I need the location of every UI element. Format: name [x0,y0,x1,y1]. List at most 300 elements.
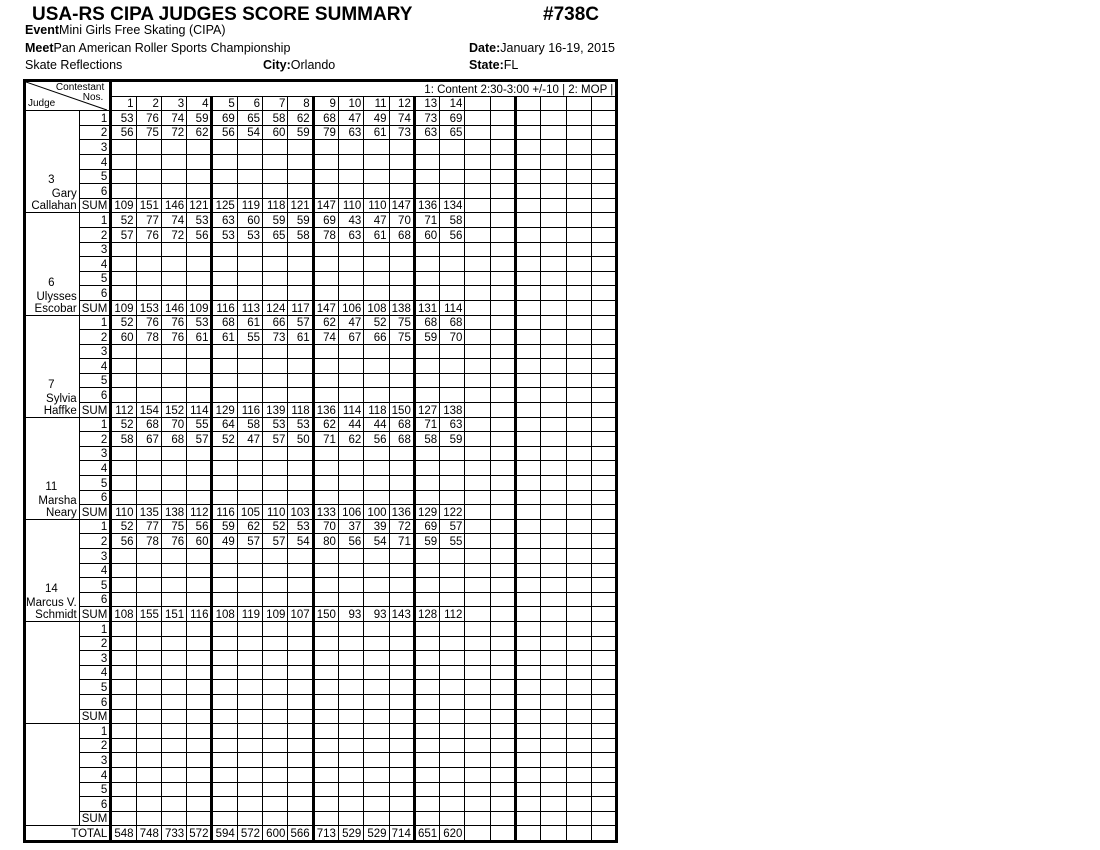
score-cell [389,344,414,359]
score-cell: 124 [263,300,288,315]
score-cell [414,592,439,607]
score-cell [288,388,313,403]
score-cell [465,242,490,257]
score-cell [389,782,414,797]
score-cell [161,738,186,753]
criterion-number: 6 [79,184,111,199]
score-cell: 60 [263,125,288,140]
score-cell [212,140,237,155]
score-cell [591,388,616,403]
score-cell: 57 [263,534,288,549]
score-cell [465,154,490,169]
score-cell [490,417,515,432]
score-cell [591,213,616,228]
score-cell [187,140,212,155]
score-cell [516,227,541,242]
score-cell [187,680,212,695]
score-cell [161,169,186,184]
score-cell [591,461,616,476]
score-cell [111,636,136,651]
total-cell: 548 [111,826,136,842]
criterion-number: 1 [79,213,111,228]
score-cell [212,636,237,651]
score-cell [541,534,566,549]
score-cell: 128 [414,607,439,622]
score-cell [541,315,566,330]
score-cell: 57 [237,534,262,549]
score-cell [566,665,591,680]
score-cell [465,592,490,607]
score-cell [288,286,313,301]
score-cell: 69 [440,111,465,126]
score-cell [389,242,414,257]
judge-cell [25,519,80,621]
score-cell [313,286,338,301]
contestant-number [591,96,616,111]
score-cell [237,782,262,797]
score-cell: 47 [237,432,262,447]
score-row [25,271,617,286]
score-cell [212,446,237,461]
score-cell: 112 [187,505,212,520]
score-cell: 68 [136,417,161,432]
score-cell [541,330,566,345]
score-cell: 79 [313,125,338,140]
score-cell [364,797,389,812]
score-cell [111,797,136,812]
score-cell: 61 [288,330,313,345]
score-cell [414,636,439,651]
score-cell [389,797,414,812]
score-table [23,79,618,843]
score-cell [288,549,313,564]
score-cell [541,111,566,126]
score-cell [566,753,591,768]
score-cell: 117 [288,300,313,315]
score-cell: 73 [414,111,439,126]
score-cell [111,373,136,388]
score-cell [516,651,541,666]
criterion-number: 4 [79,563,111,578]
score-cell [541,636,566,651]
score-row [25,242,617,257]
score-cell [440,169,465,184]
contestant-number: 6 [237,96,262,111]
score-cell: 80 [313,534,338,549]
contestant-number: 11 [364,96,389,111]
score-cell [338,563,363,578]
score-cell [263,490,288,505]
contestant-label: Contestant [55,82,105,93]
total-cell: 572 [187,826,212,842]
score-cell: 52 [212,432,237,447]
score-cell [566,213,591,228]
score-cell [263,709,288,724]
score-cell [490,198,515,213]
score-cell [364,286,389,301]
score-cell [490,607,515,622]
score-cell [161,271,186,286]
score-cell [237,286,262,301]
score-cell: 57 [288,315,313,330]
score-cell [212,767,237,782]
score-cell [313,271,338,286]
score-cell [541,709,566,724]
score-cell: 72 [161,125,186,140]
score-cell [591,125,616,140]
criterion-number: 4 [79,257,111,272]
score-cell [414,446,439,461]
score-cell: 127 [414,403,439,418]
score-cell [364,694,389,709]
score-cell [338,373,363,388]
score-cell [364,636,389,651]
score-cell [212,271,237,286]
total-cell: 529 [364,826,389,842]
score-cell [516,344,541,359]
score-cell [541,286,566,301]
score-cell [465,432,490,447]
score-cell [313,154,338,169]
score-cell [490,694,515,709]
score-cell [364,184,389,199]
score-cell [566,519,591,534]
criterion-number: 1 [79,111,111,126]
score-cell [516,154,541,169]
score-cell [566,592,591,607]
score-cell [465,315,490,330]
score-cell [288,636,313,651]
score-cell [541,578,566,593]
score-cell [490,169,515,184]
score-row [25,432,617,447]
score-cell [591,169,616,184]
score-cell [490,621,515,636]
score-cell [591,432,616,447]
score-cell [541,782,566,797]
score-cell [263,461,288,476]
score-cell [541,549,566,564]
score-cell: 75 [161,519,186,534]
score-cell: 93 [338,607,363,622]
score-cell [364,388,389,403]
score-cell [414,651,439,666]
score-cell: 47 [364,213,389,228]
score-cell [566,125,591,140]
score-cell [490,782,515,797]
score-cell [414,694,439,709]
score-cell [389,359,414,374]
score-cell: 153 [136,300,161,315]
score-cell [237,169,262,184]
score-cell: 56 [111,125,136,140]
score-cell: 66 [263,315,288,330]
score-cell: 44 [364,417,389,432]
score-cell [490,242,515,257]
criterion-number: 2 [79,636,111,651]
score-cell [389,680,414,695]
criterion-number: 3 [79,140,111,155]
score-cell [541,417,566,432]
score-cell [516,271,541,286]
score-cell: 66 [364,330,389,345]
score-cell [465,257,490,272]
score-cell [136,286,161,301]
score-cell [591,753,616,768]
score-cell: 60 [414,227,439,242]
score-cell [516,505,541,520]
score-cell [237,665,262,680]
score-cell [566,344,591,359]
score-cell: 139 [263,403,288,418]
sum-label: SUM [79,505,111,520]
score-cell [414,140,439,155]
score-cell [338,549,363,564]
score-cell [516,665,541,680]
score-row [25,315,617,330]
score-cell [414,257,439,272]
score-cell: 59 [288,213,313,228]
score-cell [364,709,389,724]
criterion-number: 3 [79,446,111,461]
score-cell [212,344,237,359]
total-cell: 600 [263,826,288,842]
score-cell [187,446,212,461]
score-cell: 110 [338,198,363,213]
judge-label: Judge [28,98,56,110]
score-cell [263,373,288,388]
score-cell [490,665,515,680]
score-cell: 129 [414,505,439,520]
score-cell: 64 [212,417,237,432]
score-cell: 75 [389,330,414,345]
score-cell [414,286,439,301]
score-cell [187,549,212,564]
score-cell [465,446,490,461]
score-cell: 57 [440,519,465,534]
score-cell [490,519,515,534]
sum-row [25,403,617,418]
score-cell [111,271,136,286]
score-cell [313,359,338,374]
score-cell [465,330,490,345]
score-cell [187,797,212,812]
score-cell [440,724,465,739]
score-cell [313,344,338,359]
score-cell [313,446,338,461]
score-cell [465,417,490,432]
score-cell [591,621,616,636]
score-cell [490,592,515,607]
score-cell: 58 [237,417,262,432]
score-cell: 74 [389,111,414,126]
contestant-number: 3 [161,96,186,111]
score-cell [440,738,465,753]
score-cell: 59 [212,519,237,534]
total-cell [566,826,591,842]
score-cell [541,724,566,739]
score-cell [161,592,186,607]
score-cell [490,578,515,593]
score-cell [288,476,313,491]
score-cell [566,198,591,213]
score-cell [591,607,616,622]
score-cell [389,811,414,826]
score-cell [111,359,136,374]
score-cell [516,111,541,126]
score-cell [541,257,566,272]
score-cell [187,578,212,593]
score-cell [490,344,515,359]
score-cell [516,213,541,228]
score-cell [263,621,288,636]
score-cell [541,797,566,812]
score-cell [364,242,389,257]
score-cell [263,169,288,184]
judge-number: 14 [44,582,58,595]
score-cell [541,446,566,461]
score-cell [313,738,338,753]
score-cell [136,592,161,607]
score-cell: 75 [389,315,414,330]
score-cell [161,782,186,797]
score-cell: 74 [313,330,338,345]
score-cell [465,797,490,812]
score-cell [364,373,389,388]
score-cell: 109 [111,300,136,315]
score-row [25,125,617,140]
event-line [25,23,226,37]
score-cell: 136 [389,505,414,520]
score-cell [566,373,591,388]
score-cell [566,315,591,330]
score-cell [364,490,389,505]
judge-first-name: Gary [51,188,77,201]
score-cell [541,125,566,140]
score-cell [111,782,136,797]
score-cell [187,811,212,826]
score-cell [237,680,262,695]
score-cell [364,738,389,753]
score-cell [465,476,490,491]
score-cell [490,213,515,228]
score-cell [237,738,262,753]
score-cell [389,724,414,739]
score-cell [313,811,338,826]
score-row [25,417,617,432]
score-cell [591,592,616,607]
score-cell [364,169,389,184]
score-cell [364,446,389,461]
score-cell: 73 [263,330,288,345]
score-cell: 59 [263,213,288,228]
score-cell [237,811,262,826]
score-cell [288,578,313,593]
score-cell: 70 [440,330,465,345]
judge-first-name: Marcus V. [26,596,77,609]
score-cell [161,665,186,680]
score-cell [389,154,414,169]
contestant-number: 13 [414,96,439,111]
event-value: Mini Girls Free Skating (CIPA) [59,23,226,37]
score-cell: 68 [389,227,414,242]
score-cell [237,388,262,403]
state-value: FL [503,58,519,72]
score-cell: 100 [364,505,389,520]
score-cell [338,651,363,666]
judge-cell [25,724,80,826]
score-cell [187,724,212,739]
score-cell [136,257,161,272]
judge-last-name: Haffke [43,404,77,417]
score-row [25,330,617,345]
score-cell [161,184,186,199]
judge-last-name: Schmidt [35,608,77,621]
criterion-number: 2 [79,738,111,753]
score-cell: 50 [288,432,313,447]
score-cell [237,490,262,505]
score-cell [465,534,490,549]
score-cell [288,373,313,388]
score-cell: 105 [237,505,262,520]
score-cell [490,709,515,724]
score-cell: 116 [187,607,212,622]
score-cell [414,563,439,578]
contestant-number: 4 [187,96,212,111]
score-cell [136,665,161,680]
score-cell [364,257,389,272]
score-cell [187,242,212,257]
score-cell [288,797,313,812]
score-cell [161,694,186,709]
score-cell [591,534,616,549]
score-cell [490,330,515,345]
score-row [25,549,617,564]
score-cell [111,738,136,753]
judge-number: 11 [45,480,58,493]
score-cell [516,811,541,826]
score-cell [237,797,262,812]
score-cell [490,680,515,695]
score-cell [490,738,515,753]
score-cell: 119 [237,198,262,213]
score-cell: 63 [414,125,439,140]
score-cell [566,271,591,286]
report-title: USA-RS CIPA JUDGES SCORE SUMMARY [32,4,413,25]
score-cell [465,578,490,593]
city-label: City: [263,58,291,72]
criterion-number: 5 [79,782,111,797]
score-cell [516,432,541,447]
score-row [25,227,617,242]
score-cell [187,738,212,753]
score-cell [313,651,338,666]
score-cell: 53 [212,227,237,242]
meet-line [25,41,290,55]
score-cell [516,315,541,330]
total-cell: 733 [161,826,186,842]
score-cell [212,388,237,403]
score-cell: 155 [136,607,161,622]
score-cell [212,549,237,564]
judge-first-name: Ulysses [36,290,77,303]
score-cell: 52 [263,519,288,534]
criterion-number: 4 [79,154,111,169]
criterion-number: 4 [79,767,111,782]
score-cell [389,184,414,199]
score-cell [136,242,161,257]
score-cell [288,359,313,374]
